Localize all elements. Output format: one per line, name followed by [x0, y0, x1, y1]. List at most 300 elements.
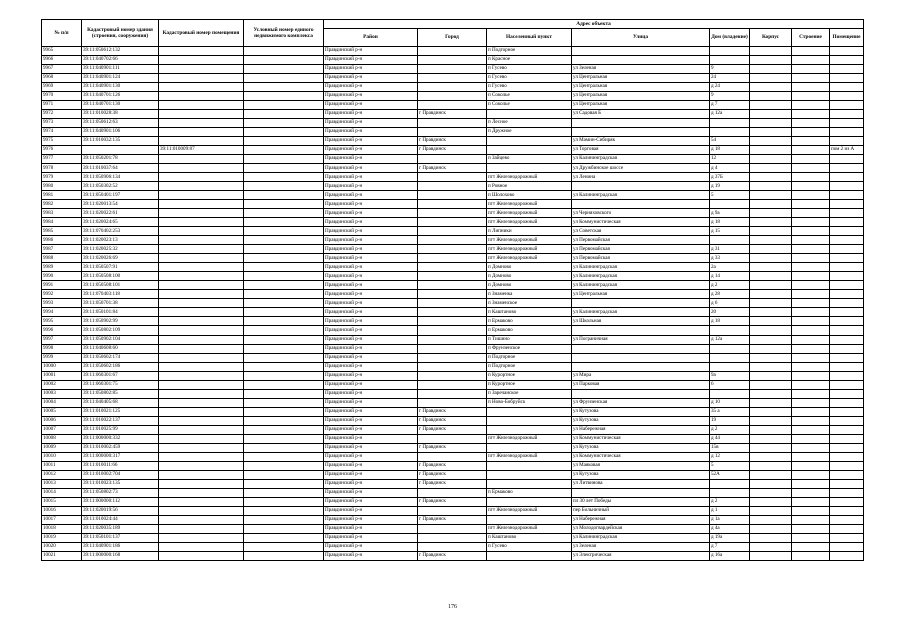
cell-district: Правдинский р-н [324, 110, 418, 119]
cell-settlement: п Ермаково [487, 488, 572, 497]
cell-num: 10009 [42, 443, 82, 452]
cell-num: 9970 [42, 92, 82, 101]
table-row [42, 335, 864, 344]
cell-district: Правдинский р-н [324, 308, 418, 317]
cell-structure [792, 542, 830, 551]
cell-city [418, 227, 487, 236]
cell-building [750, 416, 792, 425]
cell-premises [830, 200, 864, 209]
cell-building [750, 227, 792, 236]
cell-settlement: п Ермаково [487, 317, 572, 326]
cell-house [710, 479, 750, 488]
cell-structure [792, 281, 830, 290]
cell-cadastral: 39:11:050201:78 [82, 155, 159, 164]
cell-premises [830, 479, 864, 488]
table-row [42, 164, 864, 173]
table-row [42, 83, 864, 92]
cell-single-complex [244, 317, 324, 326]
header-building: Корпус [750, 29, 792, 47]
cell-district: Правдинский р-н [324, 299, 418, 308]
cell-building [750, 290, 792, 299]
cell-cadastral-room [159, 164, 244, 173]
cell-settlement [487, 479, 572, 488]
cell-building [750, 326, 792, 335]
cell-city [418, 56, 487, 65]
cell-premises [830, 236, 864, 245]
cell-num: 9985 [42, 227, 82, 236]
cell-building [750, 488, 792, 497]
cell-structure [792, 479, 830, 488]
cell-cadastral-room [159, 416, 244, 425]
cell-structure [792, 407, 830, 416]
cell-single-complex [244, 173, 324, 182]
cell-building [750, 542, 792, 551]
cell-street: ул Калининградская [572, 281, 710, 290]
cell-num: 10020 [42, 542, 82, 551]
table-row [42, 227, 864, 236]
cell-street: ул Калининградская [572, 263, 710, 272]
cell-cadastral-room [159, 110, 244, 119]
cell-building [750, 236, 792, 245]
cell-settlement [487, 443, 572, 452]
cell-structure [792, 344, 830, 353]
cell-district: Правдинский р-н [324, 461, 418, 470]
cell-street: ул Калининградская [572, 191, 710, 200]
cell-city: г Правдинск [418, 137, 487, 146]
cell-settlement: п Подгорное [487, 353, 572, 362]
cell-single-complex [244, 110, 324, 119]
cell-building [750, 308, 792, 317]
cell-building [750, 155, 792, 164]
cell-cadastral-room [159, 227, 244, 236]
cell-structure [792, 128, 830, 137]
cell-district: Правдинский р-н [324, 434, 418, 443]
header-structure: Строение [792, 29, 830, 47]
cell-cadastral-room [159, 371, 244, 380]
cell-building [750, 191, 792, 200]
table-row [42, 353, 864, 362]
table-row [42, 254, 864, 263]
cell-cadastral: 39:11:050802:109 [82, 326, 159, 335]
cell-house: 15в [710, 443, 750, 452]
cell-settlement: п Знаменка [487, 290, 572, 299]
cell-house: 52А [710, 470, 750, 479]
cell-premises [830, 65, 864, 74]
cell-num: 9991 [42, 281, 82, 290]
cell-single-complex [244, 335, 324, 344]
cell-cadastral: 39:11:050602:174 [82, 353, 159, 362]
cell-structure [792, 506, 830, 515]
cell-house: д 4а [710, 524, 750, 533]
cell-settlement: п Гусево [487, 542, 572, 551]
table-row [42, 182, 864, 191]
cell-cadastral: 39:11:040608:60 [82, 344, 159, 353]
cell-num: 9999 [42, 353, 82, 362]
cell-single-complex [244, 218, 324, 227]
cell-cadastral: 39:11:050612:63 [82, 119, 159, 128]
table-row [42, 470, 864, 479]
table-row [42, 200, 864, 209]
cell-district: Правдинский р-н [324, 317, 418, 326]
cell-single-complex [244, 398, 324, 407]
cell-cadastral: 39:11:020022:61 [82, 209, 159, 218]
cell-district: Правдинский р-н [324, 425, 418, 434]
cell-city [418, 236, 487, 245]
cell-settlement: пгт Железнодорожный [487, 200, 572, 209]
cell-street: ул Первомайская [572, 254, 710, 263]
cell-cadastral: 39:11:000000:332 [82, 434, 159, 443]
cell-district: Правдинский р-н [324, 47, 418, 56]
cell-single-complex [244, 182, 324, 191]
cell-premises [830, 155, 864, 164]
cell-building [750, 344, 792, 353]
cell-district: Правдинский р-н [324, 344, 418, 353]
cell-city [418, 182, 487, 191]
cell-premises: пом 2 из А [830, 146, 864, 155]
table-row [42, 245, 864, 254]
table-row [42, 137, 864, 146]
cell-settlement: п Домново [487, 263, 572, 272]
cell-district: Правдинский р-н [324, 218, 418, 227]
cell-cadastral: 39:11:020024:65 [82, 218, 159, 227]
cell-cadastral-room [159, 479, 244, 488]
cell-single-complex [244, 470, 324, 479]
cell-num: 9978 [42, 164, 82, 173]
table-row [42, 389, 864, 398]
cell-cadastral-room [159, 443, 244, 452]
cell-structure [792, 452, 830, 461]
cell-num: 10001 [42, 371, 82, 380]
cell-street: пер Больничный [572, 506, 710, 515]
cell-premises [830, 272, 864, 281]
cell-cadastral-room [159, 218, 244, 227]
cell-house: д 9а [710, 209, 750, 218]
cell-structure [792, 83, 830, 92]
cell-city [418, 506, 487, 515]
cell-district: Правдинский р-н [324, 524, 418, 533]
cell-premises [830, 47, 864, 56]
cell-num: 9998 [42, 344, 82, 353]
cell-cadastral-room [159, 155, 244, 164]
cell-structure [792, 461, 830, 470]
cell-cadastral-room [159, 542, 244, 551]
cell-structure [792, 101, 830, 110]
cell-house: д 1а [710, 515, 750, 524]
cell-district: Правдинский р-н [324, 551, 418, 560]
cell-structure [792, 191, 830, 200]
cell-cadastral: 39:11:010021:125 [82, 407, 159, 416]
cell-num: 9972 [42, 110, 82, 119]
cell-district: Правдинский р-н [324, 92, 418, 101]
cell-single-complex [244, 506, 324, 515]
cell-building [750, 371, 792, 380]
cell-city: г Правдинск [418, 551, 487, 560]
cell-street: ул Мамин-Сибиряк [572, 137, 710, 146]
cell-cadastral: 39:11:050701:38 [82, 299, 159, 308]
cell-num: 9983 [42, 209, 82, 218]
cell-num: 9977 [42, 155, 82, 164]
cell-settlement [487, 497, 572, 506]
cell-city [418, 290, 487, 299]
cell-structure [792, 137, 830, 146]
table-row [42, 209, 864, 218]
cell-building [750, 407, 792, 416]
cell-cadastral: 39:11:000000:317 [82, 452, 159, 461]
cell-district: Правдинский р-н [324, 497, 418, 506]
table-row [42, 515, 864, 524]
cell-street: ул Калининградская [572, 308, 710, 317]
cell-cadastral: 39:11:020023:13 [82, 236, 159, 245]
cell-settlement [487, 416, 572, 425]
header-house: Дом (владение) [710, 29, 750, 47]
cell-city: г Правдинск [418, 479, 487, 488]
cell-settlement: пгт Железнодорожный [487, 209, 572, 218]
cell-building [750, 128, 792, 137]
cell-premises [830, 56, 864, 65]
cell-building [750, 146, 792, 155]
page-number: 176 [448, 604, 457, 610]
cell-settlement: п Гусево [487, 65, 572, 74]
cell-single-complex [244, 164, 324, 173]
cell-num: 10007 [42, 425, 82, 434]
cell-street: ул Садовая Б [572, 110, 710, 119]
cell-city: г Правдинск [418, 497, 487, 506]
cell-settlement [487, 137, 572, 146]
cell-house: 5 [710, 191, 750, 200]
cell-district: Правдинский р-н [324, 416, 418, 425]
cell-city [418, 389, 487, 398]
cell-cadastral-room [159, 101, 244, 110]
cell-cadastral: 39:11:020013:54 [82, 200, 159, 209]
cell-single-complex [244, 425, 324, 434]
cell-num: 9986 [42, 236, 82, 245]
table-row [42, 497, 864, 506]
cell-house [710, 326, 750, 335]
cell-premises [830, 281, 864, 290]
cell-structure [792, 209, 830, 218]
cell-single-complex [244, 497, 324, 506]
cell-city [418, 524, 487, 533]
cell-street: ул Набережная [572, 425, 710, 434]
cell-city [418, 398, 487, 407]
cell-city [418, 434, 487, 443]
cell-single-complex [244, 515, 324, 524]
cell-street: ул Коммунистическая [572, 452, 710, 461]
cell-building [750, 56, 792, 65]
cell-house: 6 [710, 380, 750, 389]
cell-single-complex [244, 389, 324, 398]
cell-premises [830, 182, 864, 191]
cell-city [418, 344, 487, 353]
cell-cadastral: 39:11:050906:134 [82, 173, 159, 182]
cell-structure [792, 173, 830, 182]
cell-premises [830, 164, 864, 173]
cell-city [418, 353, 487, 362]
table-row [42, 47, 864, 56]
cell-single-complex [244, 524, 324, 533]
cell-num: 10005 [42, 407, 82, 416]
cell-cadastral-room [159, 200, 244, 209]
cell-district: Правдинский р-н [324, 353, 418, 362]
cell-settlement: п Каштаново [487, 308, 572, 317]
cell-premises [830, 497, 864, 506]
cell-house: д 18 [710, 146, 750, 155]
header-cadastral-room: Кадастровый номер помещения [159, 20, 244, 47]
cell-settlement: п Красное [487, 56, 572, 65]
cell-cadastral-room [159, 92, 244, 101]
cell-cadastral: 39:11:060301:75 [82, 380, 159, 389]
cell-building [750, 65, 792, 74]
cell-district: Правдинский р-н [324, 371, 418, 380]
cell-num: 9975 [42, 137, 82, 146]
cell-structure [792, 299, 830, 308]
cell-structure [792, 434, 830, 443]
cell-cadastral-room [159, 452, 244, 461]
cell-premises [830, 92, 864, 101]
cell-district: Правдинский р-н [324, 65, 418, 74]
cell-street: ул Набережная [572, 515, 710, 524]
cell-district: Правдинский р-н [324, 506, 418, 515]
cell-premises [830, 398, 864, 407]
cell-district: Правдинский р-н [324, 191, 418, 200]
cell-num: 9967 [42, 65, 82, 74]
cell-street: ул Фрунзенская [572, 398, 710, 407]
cell-house: д 19 [710, 182, 750, 191]
cell-house: д 15 [710, 227, 750, 236]
cell-house: д 2 [710, 497, 750, 506]
cell-premises [830, 191, 864, 200]
cell-district: Правдинский р-н [324, 254, 418, 263]
cell-settlement: п Фрунзенское [487, 344, 572, 353]
cell-city: г Правдинск [418, 425, 487, 434]
cell-street: ул Центральная [572, 74, 710, 83]
cell-building [750, 443, 792, 452]
cell-cadastral: 39:11:040702:66 [82, 56, 159, 65]
cell-premises [830, 137, 864, 146]
cell-cadastral: 39:11:050612:132 [82, 47, 159, 56]
cell-settlement: п Курортное [487, 380, 572, 389]
cell-cadastral: 39:11:050507:91 [82, 263, 159, 272]
cell-num: 10012 [42, 470, 82, 479]
cell-house: 5 [710, 461, 750, 470]
cell-street: ул Первомайская [572, 245, 710, 254]
cell-street: ул Коммунистическая [572, 218, 710, 227]
cell-building [750, 533, 792, 542]
cell-cadastral-room [159, 47, 244, 56]
cell-district: Правдинский р-н [324, 290, 418, 299]
cell-cadastral: 39:11:040901:124 [82, 74, 159, 83]
cell-settlement [487, 551, 572, 560]
cell-single-complex [244, 344, 324, 353]
table-row [42, 128, 864, 137]
cell-structure [792, 398, 830, 407]
cell-single-complex [244, 47, 324, 56]
cell-premises [830, 128, 864, 137]
cell-city [418, 47, 487, 56]
cell-structure [792, 380, 830, 389]
cell-num: 10008 [42, 434, 82, 443]
cell-single-complex [244, 101, 324, 110]
cell-house [710, 200, 750, 209]
cell-street: ул Ленина [572, 173, 710, 182]
cell-street [572, 119, 710, 128]
cell-house: д 33 [710, 254, 750, 263]
cell-house: 9 [710, 92, 750, 101]
cell-settlement [487, 146, 572, 155]
cell-building [750, 209, 792, 218]
cell-structure [792, 308, 830, 317]
cell-num: 10021 [42, 551, 82, 560]
cell-structure [792, 425, 830, 434]
cell-city [418, 173, 487, 182]
table-row [42, 326, 864, 335]
cell-settlement [487, 164, 572, 173]
cell-num: 10006 [42, 416, 82, 425]
cell-building [750, 380, 792, 389]
header-premises: Помещение [830, 29, 864, 47]
table-row [42, 119, 864, 128]
cell-num: 9990 [42, 272, 82, 281]
cell-cadastral-room [159, 335, 244, 344]
cell-house [710, 389, 750, 398]
cell-street: ул Калининградская [572, 272, 710, 281]
cell-house [710, 344, 750, 353]
cell-structure [792, 146, 830, 155]
cell-district: Правдинский р-н [324, 389, 418, 398]
cell-house: д 18 [710, 218, 750, 227]
cell-building [750, 83, 792, 92]
cell-cadastral-room: 39:11:010009:87 [159, 146, 244, 155]
cell-premises [830, 452, 864, 461]
cell-cadastral-room [159, 290, 244, 299]
cell-cadastral: 39:11:040901:106 [82, 128, 159, 137]
cell-premises [830, 380, 864, 389]
cell-cadastral: 39:11:050802:73 [82, 488, 159, 497]
cell-cadastral: 39:11:040701:126 [82, 92, 159, 101]
cell-district: Правдинский р-н [324, 479, 418, 488]
cell-single-complex [244, 281, 324, 290]
cell-structure [792, 236, 830, 245]
cell-cadastral-room [159, 263, 244, 272]
table-row [42, 101, 864, 110]
cell-cadastral-room [159, 434, 244, 443]
cell-street: ул Коммунистическая [572, 434, 710, 443]
cell-single-complex [244, 272, 324, 281]
cell-cadastral-room [159, 461, 244, 470]
cell-num: 10018 [42, 524, 82, 533]
cell-street: ул Дружбинское шоссе [572, 164, 710, 173]
cell-city: г Правдинск [418, 443, 487, 452]
cell-district: Правдинский р-н [324, 209, 418, 218]
cell-cadastral-room [159, 533, 244, 542]
cell-cadastral: 39:11:040901:111 [82, 65, 159, 74]
cell-building [750, 218, 792, 227]
cell-single-complex [244, 380, 324, 389]
cell-cadastral: 39:11:010022:137 [82, 416, 159, 425]
cell-city: г Правдинск [418, 515, 487, 524]
cell-house: д 19а [710, 533, 750, 542]
cell-premises [830, 209, 864, 218]
cell-street: ул Кутузова [572, 470, 710, 479]
cell-settlement: п Гусево [487, 74, 572, 83]
table-row [42, 155, 864, 164]
property-register-table [41, 19, 864, 561]
cell-single-complex [244, 65, 324, 74]
cell-street: ул Кутузова [572, 407, 710, 416]
cell-city: г Правдинск [418, 416, 487, 425]
cell-settlement [487, 425, 572, 434]
table-body [42, 47, 864, 561]
